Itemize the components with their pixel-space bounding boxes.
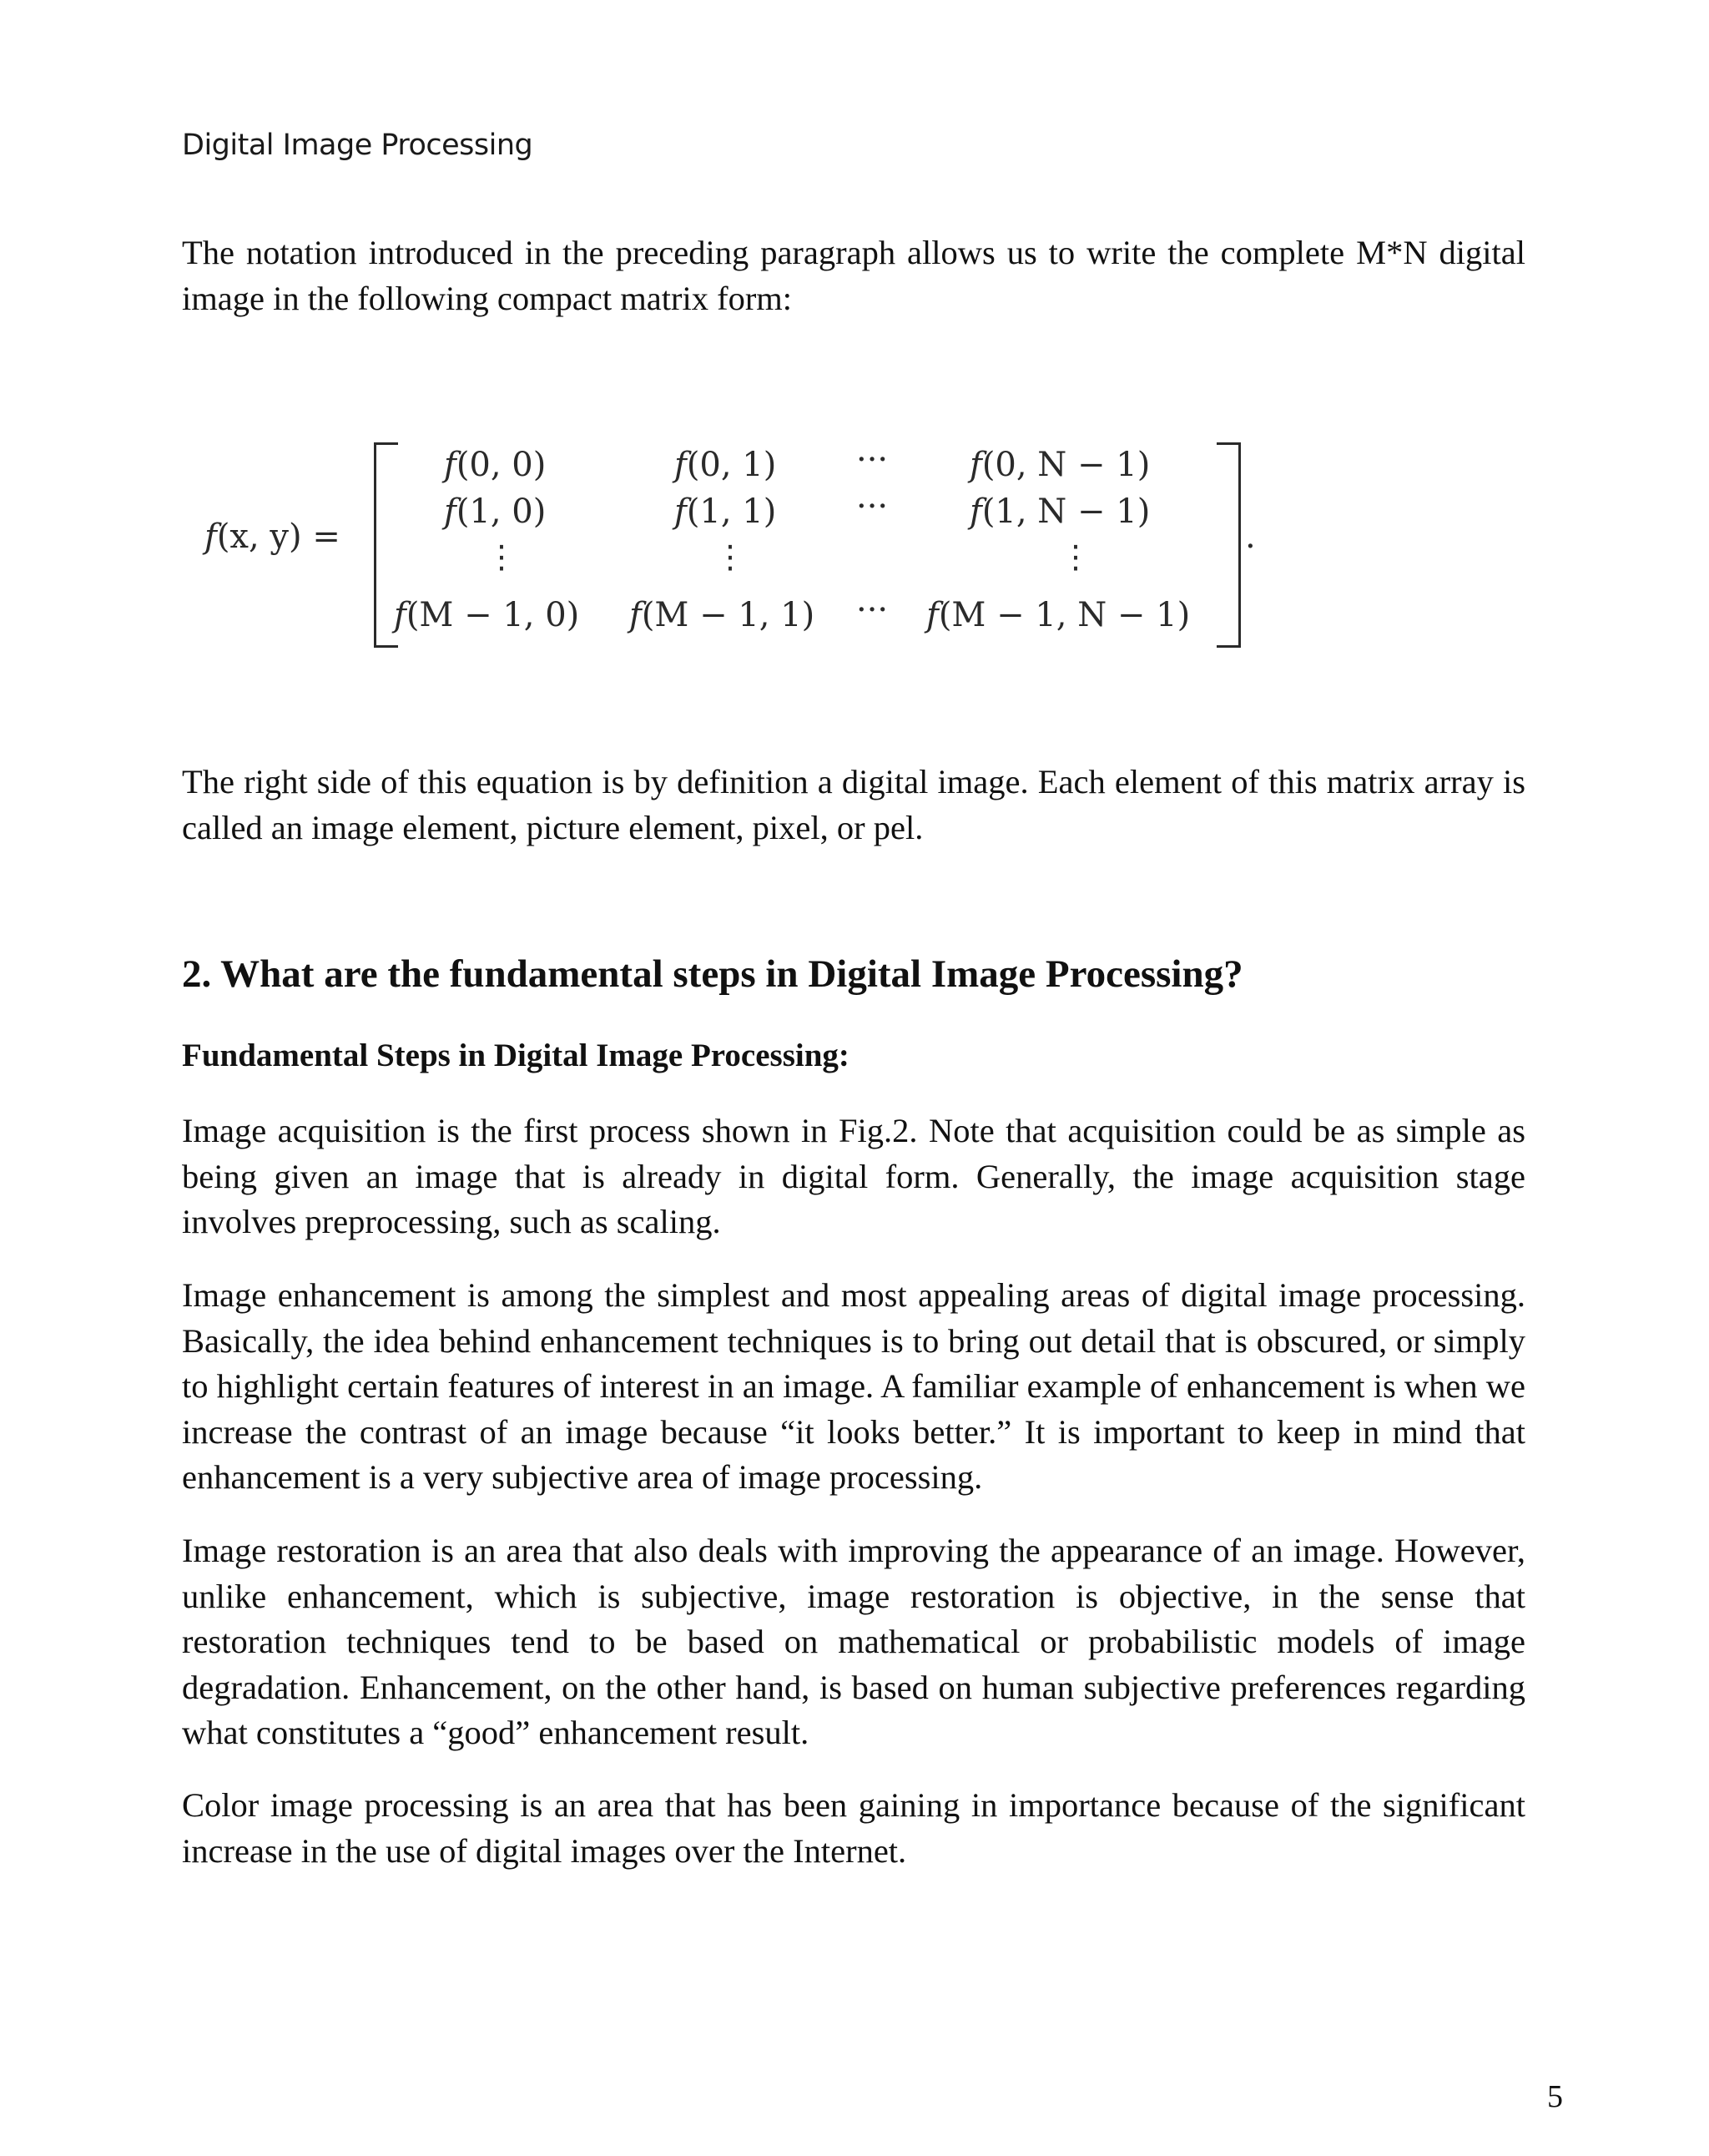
equals-sign: = <box>312 518 340 556</box>
matrix-vdots: ⋮ <box>1060 538 1091 575</box>
cell-args: (1, N − 1) <box>981 492 1151 531</box>
cell-function: f <box>970 446 982 484</box>
matrix-cell <box>444 492 546 531</box>
page-number: 5 <box>1547 2079 1563 2114</box>
matrix-equation <box>192 434 1268 651</box>
right-bracket <box>1217 442 1241 648</box>
section-heading: 2. What are the fundamental steps in Digital Image Processing? <box>182 952 1243 996</box>
cell-args: (0, N − 1) <box>981 446 1151 484</box>
paragraph-restoration: Image restoration is an area that also deals with improving the appearance of an image. However, unlike enhancement, which is subjective, image restoration is objective, in the sense that restoration techniques tend to be based on mathematical or probabilistic models of image degradation. Enhancement, on the other hand, is based on human subjective preferences regarding what constitutes a “good” enhancement result. <box>182 1532 1525 1751</box>
cell-args: (M − 1, 1) <box>641 596 815 634</box>
cell-function: f <box>394 596 406 634</box>
cell-function: f <box>444 446 456 484</box>
definition-paragraph: The right side of this equation is by definition a digital image. Each element of this matrix array is called an image element, picture element, pixel, or pel. <box>182 763 1525 846</box>
matrix-vdots: ⋮ <box>486 538 517 575</box>
intro-paragraph: The notation introduced in the preceding paragraph allows us to write the complete M*N digital image in the following compact matrix form: <box>182 234 1525 317</box>
paragraph-acquisition: Image acquisition is the first process shown in Fig.2. Note that acquisition could be as simple as being given an image that is already in digital form. Generally, the image acquisition stage involves preprocessing, such as scaling. <box>182 1112 1525 1240</box>
lhs-function: f <box>204 518 217 556</box>
cell-args: (0, 0) <box>456 446 547 484</box>
cell-function: f <box>926 596 939 634</box>
paragraph-enhancement: Image enhancement is among the simplest and most appealing areas of digital image processing. Basically, the idea behind enhancement techniques is to bring out detail that is obscured, or simply to highlight certain features of interest in an image. A familiar example of enhancement is when we increase the contrast of an image because “it looks better.” It is important to keep in mind that enhancement is a very subjective area of image processing. <box>182 1276 1525 1496</box>
subheading: Fundamental Steps in Digital Image Processing: <box>182 1038 849 1073</box>
cell-function: f <box>970 492 982 531</box>
cell-function: f <box>444 492 456 531</box>
matrix-cell <box>674 446 776 484</box>
matrix-hdots: ··· <box>856 487 889 526</box>
cell-args: (M − 1, 0) <box>406 596 580 634</box>
matrix-vdots: ⋮ <box>714 538 746 575</box>
cell-function: f <box>674 446 687 484</box>
matrix-cell <box>926 596 1190 634</box>
matrix-cell <box>674 492 776 531</box>
matrix-cell <box>394 596 579 634</box>
matrix-hdots: ··· <box>856 441 889 479</box>
matrix-cell <box>629 596 814 634</box>
cell-args: (0, 1) <box>686 446 777 484</box>
cell-args: (M − 1, N − 1) <box>938 596 1191 634</box>
cell-args: (1, 1) <box>686 492 777 531</box>
matrix-cell <box>970 492 1150 531</box>
equation-period: . <box>1245 518 1256 556</box>
cell-function: f <box>629 596 642 634</box>
matrix-hdots: ··· <box>856 591 889 629</box>
equation-lhs <box>204 518 340 556</box>
cell-function: f <box>674 492 687 531</box>
lhs-args: (x, y) <box>216 518 302 556</box>
matrix-cell <box>970 446 1150 484</box>
cell-args: (1, 0) <box>456 492 547 531</box>
matrix-cell <box>444 446 546 484</box>
paragraph-color: Color image processing is an area that has been gaining in importance because of the significant increase in the use of digital images over the Internet. <box>182 1786 1525 1870</box>
running-header: Digital Image Processing <box>182 129 533 162</box>
